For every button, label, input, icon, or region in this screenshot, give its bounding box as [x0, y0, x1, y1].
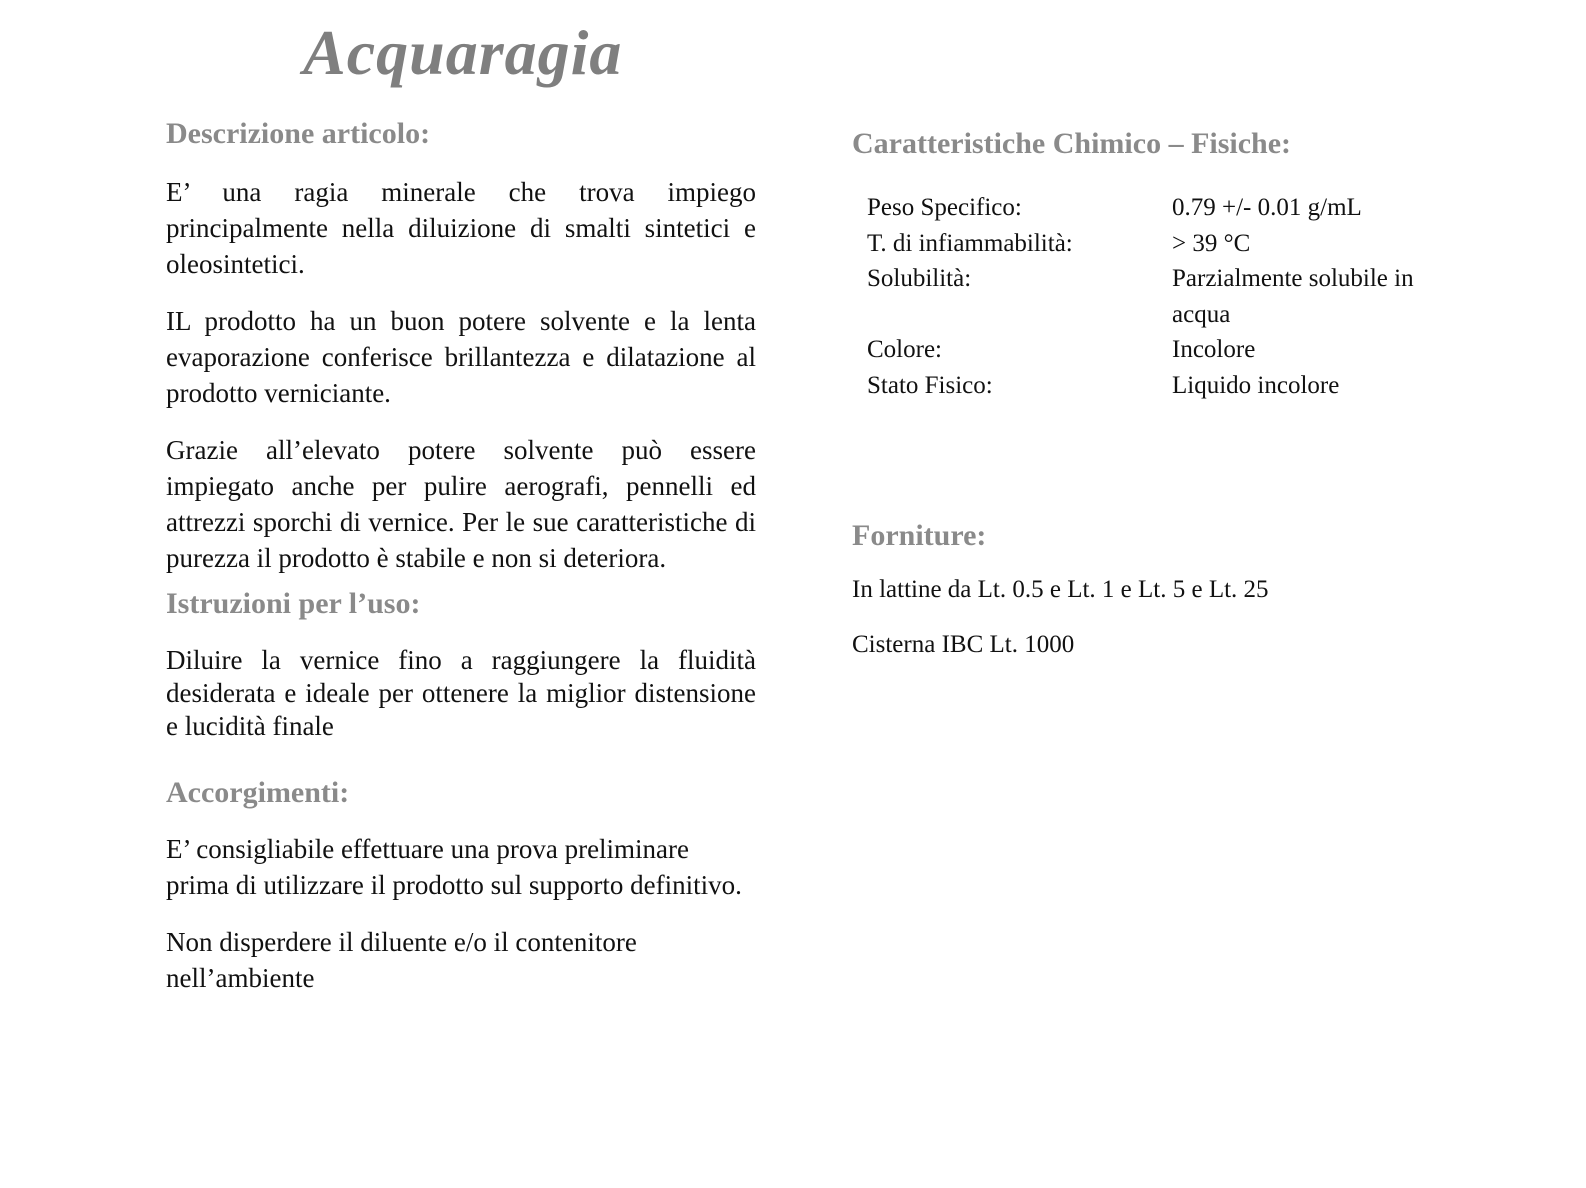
property-row: [867, 261, 1492, 332]
property-row: [867, 332, 1492, 368]
property-label: Colore:: [867, 336, 942, 363]
descrizione-paragraph-1: E’ una ragia minerale che trova impiego principalmente nella diluizione di smalti sintetici e oleosintetici.: [166, 177, 756, 279]
property-value: 0.79 +/- 0.01 g/mL: [1172, 194, 1362, 221]
descrizione-paragraph-3: Grazie all’elevato potere solvente può essere impiegato anche per pulire aerografi, pennelli ed attrezzi sporchi di vernice. Per le sue caratteristiche di purezza il prodotto è stabile e non si deteriora.: [166, 435, 756, 573]
right-column: [852, 126, 1492, 662]
istruzioni-paragraph-1: Diluire la vernice fino a raggiungere la fluidità desiderata e ideale per ottenere la miglior distensione e lucidità finale: [166, 645, 756, 741]
property-row: [867, 368, 1492, 404]
descrizione-paragraph-2: IL prodotto ha un buon potere solvente e la lenta evaporazione conferisce brillantezza e dilatazione al prodotto verniciante.: [166, 306, 756, 408]
property-value: > 39 °C: [1172, 229, 1251, 257]
forniture-line-1: In lattine da Lt. 0.5 e Lt. 1 e Lt. 5 e Lt. 25: [852, 576, 1269, 603]
property-value: Liquido incolore: [1172, 371, 1340, 399]
property-label: T. di infiammabilità:: [867, 229, 1073, 257]
property-value: Incolore: [1172, 336, 1256, 363]
heading-forniture: Forniture:: [852, 519, 987, 552]
accorgimenti-paragraph-2: Non disperdere il diluente e/o il contenitore nell’ambiente: [166, 927, 637, 993]
property-label: Peso Specifico:: [867, 194, 1022, 221]
forniture-line-2: Cisterna IBC Lt. 1000: [852, 631, 1075, 658]
properties-table: [867, 190, 1492, 403]
property-label: Stato Fisico:: [867, 371, 993, 399]
property-row: [867, 190, 1492, 226]
left-column: [166, 116, 756, 996]
heading-caratteristiche: Caratteristiche Chimico – Fisiche:: [852, 127, 1292, 160]
accorgimenti-paragraph-1: E’ consigliabile effettuare una prova preliminare prima di utilizzare il prodotto sul supporto definitivo.: [166, 834, 742, 900]
heading-istruzioni: Istruzioni per l’uso:: [166, 587, 421, 620]
heading-accorgimenti: Accorgimenti:: [166, 776, 350, 809]
document-title: Acquaragia: [303, 17, 623, 88]
property-row: [867, 226, 1492, 262]
heading-descrizione: Descrizione articolo:: [166, 117, 431, 150]
property-value: Parzialmente solubile in acqua: [1172, 265, 1414, 328]
property-label: Solubilità:: [867, 265, 972, 292]
